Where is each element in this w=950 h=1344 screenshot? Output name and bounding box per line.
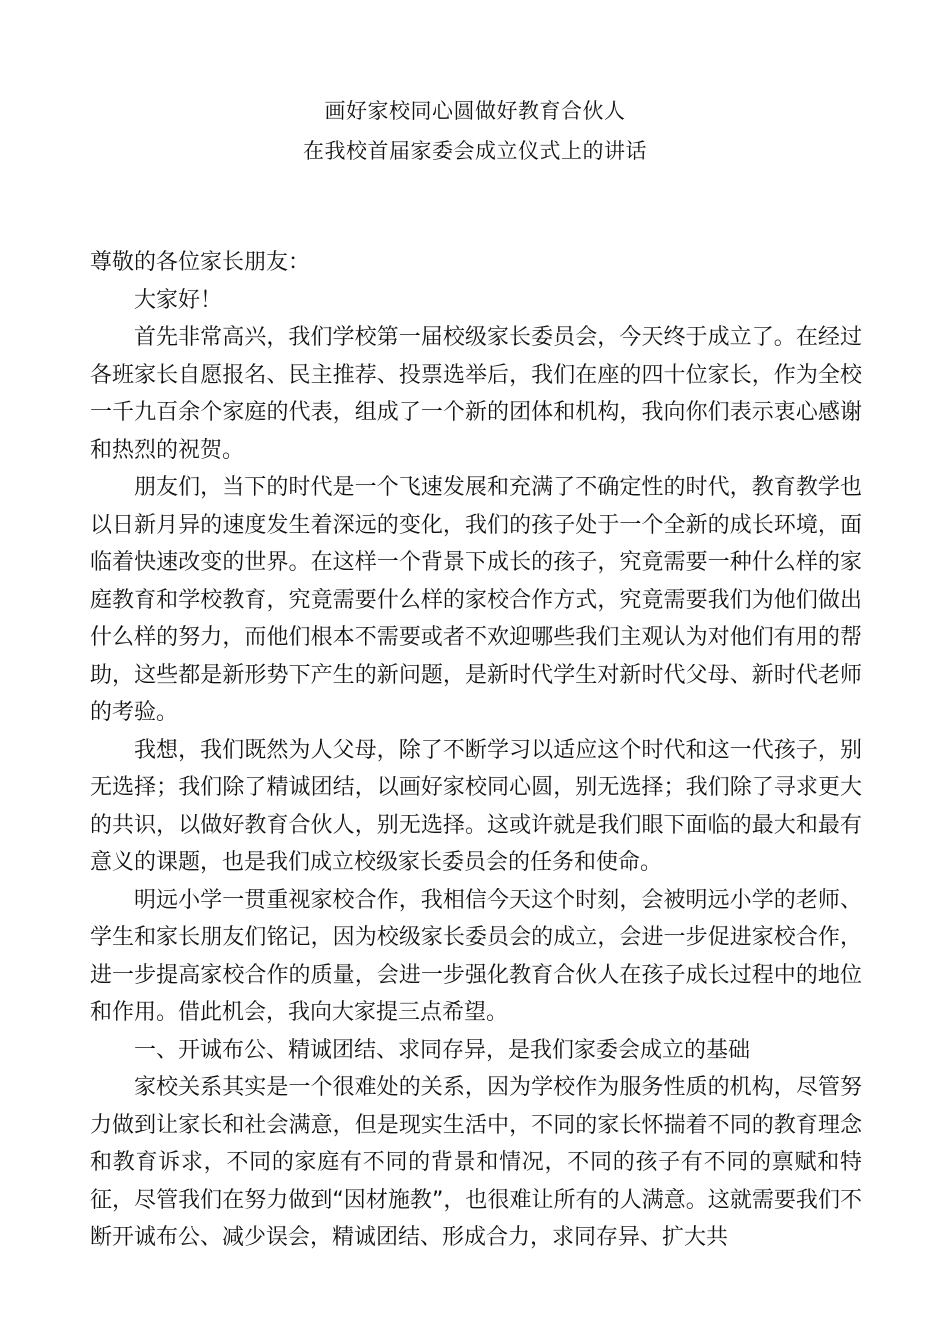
document-title: 画好家校同心圆做好教育合伙人 xyxy=(324,99,626,123)
paragraph: 明远小学一贯重视家校合作，我相信今天这个时刻，会被明远小学的老师、学生和家长朋友们铭记，因为校级家长委员会的成立，会进一步促进家校合作，进一步提高家校合作的质量，会进一步强化教育合伙人在孩子成长过程中的地位和作用。借此机会，我向大家提三点希望。 xyxy=(90,887,862,1025)
document-subtitle: 在我校首届家委会成立仪式上的讲话 xyxy=(303,139,647,163)
salutation: 尊敬的各位家长朋友： xyxy=(90,250,311,275)
document-body xyxy=(90,244,862,1257)
paragraph: 我想，我们既然为人父母，除了不断学习以适应这个时代和这一代孩子，别无选择；我们除了精诚团结，以画好家校同心圆，别无选择；我们除了寻求更大的共识，以做好教育合伙人，别无选择。这或许就是我们眼下面临的最大和最有意义的课题，也是我们成立校级家长委员会的任务和使命。 xyxy=(90,737,862,875)
paragraph-greeting: 大家好！ xyxy=(134,287,223,313)
section-heading: 一、开诚布公、精诚团结、求同存异，是我们家委会成立的基础 xyxy=(134,1037,751,1063)
paragraph: 首先非常高兴，我们学校第一届校级家长委员会，今天终于成立了。在经过各班家长自愿报名、民主推荐、投票选举后，我们在座的四十位家长，作为全校一千九百余个家庭的代表，组成了一个新的团体和机构，我向你们表示衷心感谢和热烈的祝贺。 xyxy=(90,325,862,463)
paragraph: 家校关系其实是一个很难处的关系，因为学校作为服务性质的机构，尽管努力做到让家长和社会满意，但是现实生活中，不同的家长怀揣着不同的教育理念和教育诉求，不同的家庭有不同的背景和情况，不同的孩子有不同的禀赋和特征，尽管我们在努力做到“因材施教”，也很难让所有的人满意。这就需要我们不断开诚布公、减少误会，精诚团结、形成合力，求同存异、扩大共 xyxy=(90,1075,862,1250)
paragraph: 朋友们，当下的时代是一个飞速发展和充满了不确定性的时代，教育教学也以日新月异的速度发生着深远的变化，我们的孩子处于一个全新的成长环境，面临着快速改变的世界。在这样一个背景下成长的孩子，究竟需要一种什么样的家庭教育和学校教育，究竟需要什么样的家校合作方式，究竟需要我们为他们做出什么样的努力，而他们根本不需要或者不欢迎哪些我们主观认为对他们有用的帮助，这些都是新形势下产生的新问题，是新时代学生对新时代父母、新时代老师的考验。 xyxy=(90,475,862,725)
